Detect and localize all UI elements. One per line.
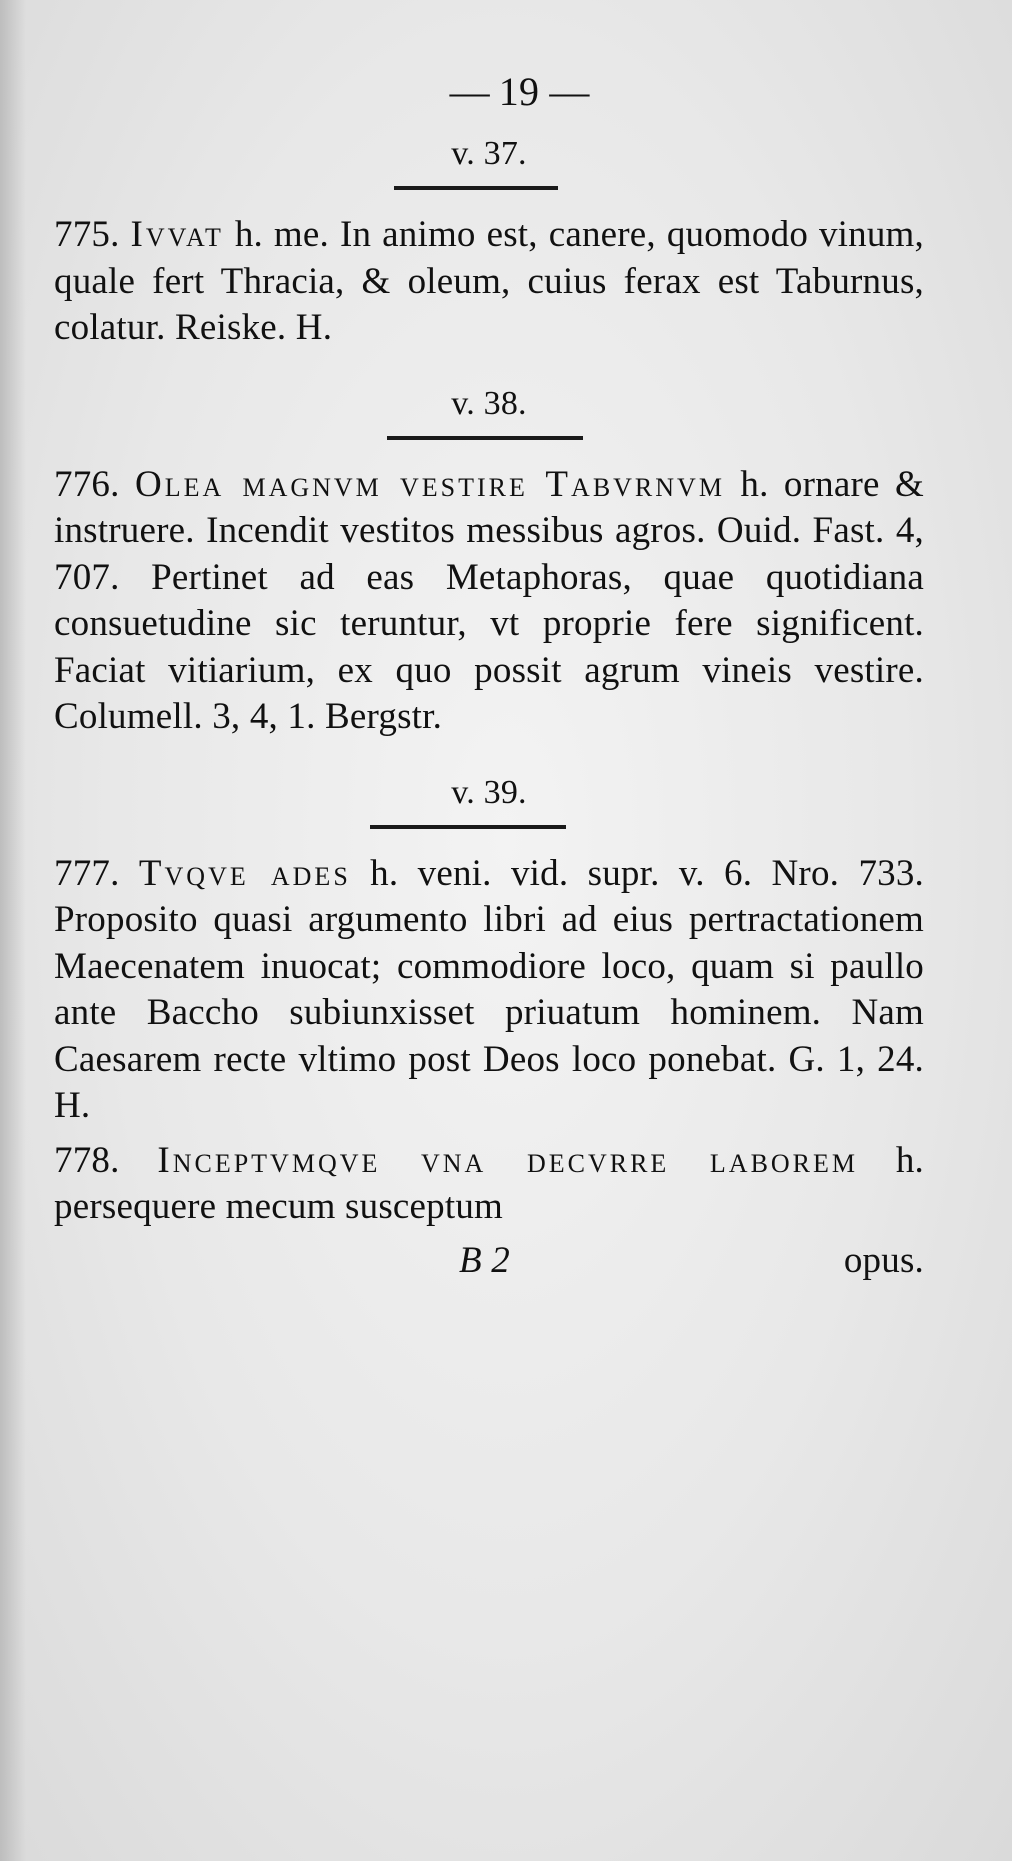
folio-dash-right: — <box>549 69 589 114</box>
page-text-block <box>54 62 924 1285</box>
commentary-entry <box>54 1138 924 1231</box>
commentary-entry <box>54 851 924 1130</box>
entry-number: 778. <box>54 1139 120 1181</box>
signature-mark: B 2 <box>459 1239 510 1281</box>
entry-text: h. veni. vid. supr. v. 6. Nro. 733. Proposito quasi argumento libri ad eius pertractationem Maecenatem inuocat; commodiore loco, quam si paullo ante Baccho subiunxisset priuatum hominem. Nam Caesarem recte vltimo post Deos loco ponebat. G. 1, 24. H. <box>54 852 924 1126</box>
entry-lemma: Inceptvmqve vna decvrre laborem <box>157 1139 859 1181</box>
page-footer <box>54 1237 924 1285</box>
folio-dash-left: — <box>449 69 489 114</box>
entry-number: 777. <box>54 852 120 894</box>
page-number <box>114 62 924 122</box>
commentary-entry <box>54 212 924 352</box>
entry-number: 775. <box>54 214 120 255</box>
commentary-entry <box>54 462 924 741</box>
verse-heading-38: v. 38. <box>451 384 527 422</box>
page-number-value: 19 <box>498 69 540 114</box>
entry-text: h. me. In animo est, canere, quomodo vinum, quale fert Thracia, & oleum, cuius ferax est Taburnus, colatur. Reiske. H. <box>54 214 924 348</box>
entry-number: 776. <box>54 463 120 505</box>
entry-text: h. ornare & instruere. Incendit vestitos messibus agros. Ouid. Fast. 4, 707. Pertinet ad eas Metaphoras, quae quotidiana consuetudine sic teruntur, vt proprie fere significent. Faciat vitiarium, ex quo possit agrum vineis vestire. Columell. 3, 4, 1. Bergstr. <box>54 463 925 737</box>
verse-rule <box>370 825 566 829</box>
verse-heading-37: v. 37. <box>451 135 527 172</box>
verse-rule <box>387 436 583 440</box>
verse-heading-39: v. 39. <box>451 773 527 811</box>
page-edge-shadow <box>0 0 26 1861</box>
entry-lemma: Tvqve ades <box>138 852 351 894</box>
verse-rule <box>394 186 558 190</box>
entry-lemma: Olea magnvm vestire Tabvrnvm <box>134 463 725 505</box>
entry-text: h. persequere mecum susceptum <box>54 1139 925 1227</box>
catchword: opus. <box>843 1239 924 1281</box>
entry-lemma: Ivvat <box>130 214 224 255</box>
